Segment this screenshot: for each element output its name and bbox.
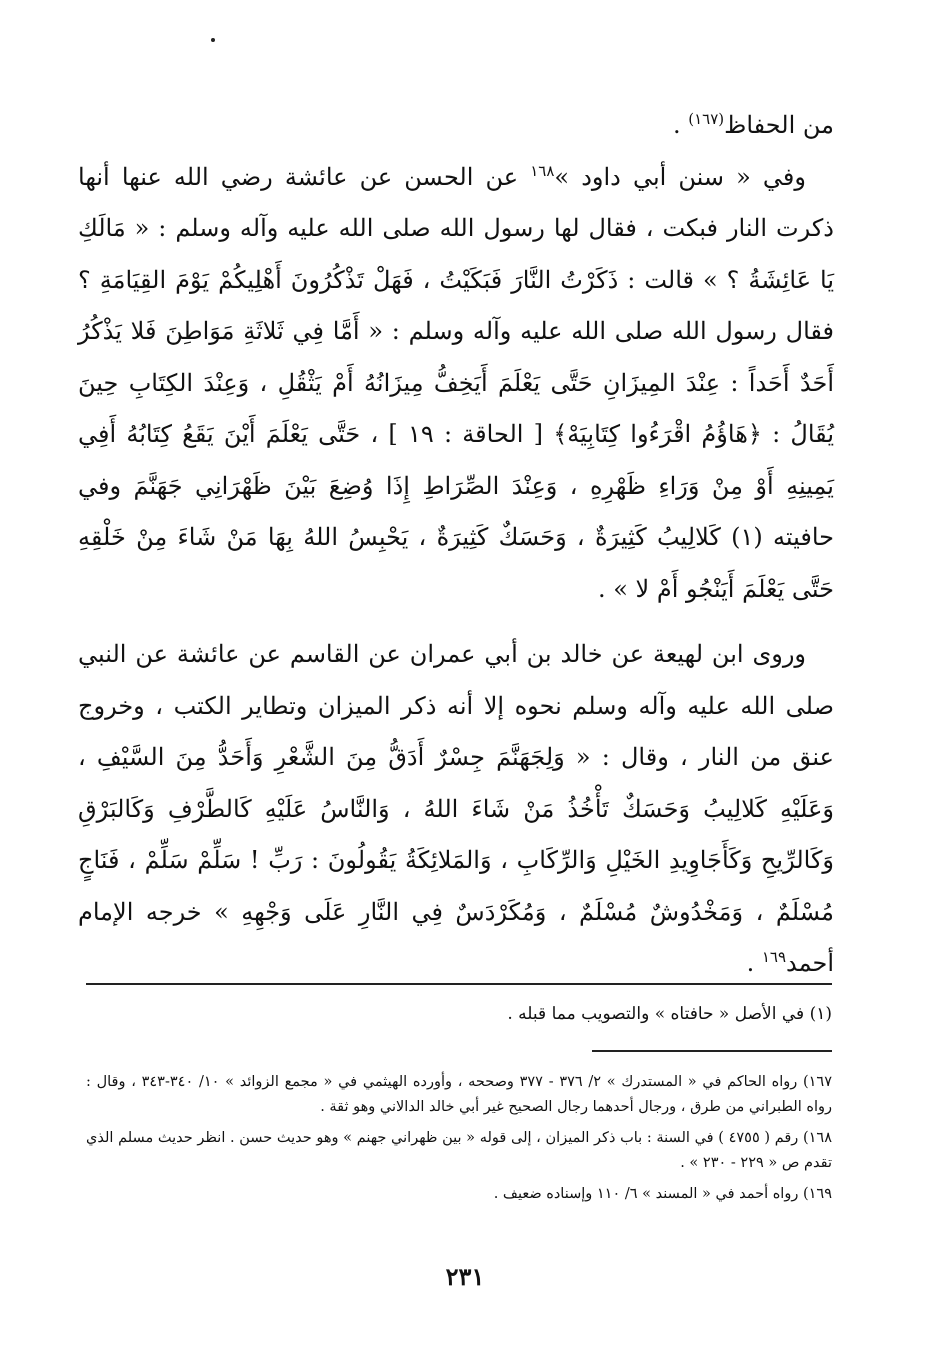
paragraph-3: وروى ابن لهيعة عن خالد بن أبي عمران عن القاسم عن عائشة عن النبي صلى الله عليه وآله وسلم نحوه إلا أنه ذكر الميزان وتطاير الكتب ، وخروج عنق من النار ، وقال : « وَلِجَهَنَّمَ جِسْرٌ أَدَقُّ مِنَ الشَّعْرِ وَأَحَدُّ مِنَ السَّيْفِ ، وَعَلَيْهِ كَلالِيبُ وَحَسَكٌ تَأْخُذُ مَنْ شَاءَ اللهُ ، وَالنَّاسُ عَلَيْهِ كَالطَّرْفِ وَكَالبَرْقِ وَكَالرِّيحِ وَكَأَجَاوِيدِ الخَيْلِ وَالرِّكَابِ ، وَالمَلائِكَةُ يَقُولُونَ : رَبِّ ! سَلِّمْ سَلِّمْ ، فَنَاجٍ مُسْلَمٌ ، وَمَخْدُوشٌ مُسْلَمٌ ، وَمُكَرْدَسٌ فِي النَّارِ عَلَى وَجْهِهِ » خرجه الإمام أحمد$^{١٦٩}$ . [78,640,834,977]
footnote-ref-167: (١٦٧) [688,110,725,128]
footnote-divider [86,983,832,985]
footnote-168: ١٦٨) رقم ( ٤٧٥٥ ) في السنة : باب ذكر الميزان ، إلى قوله « بين ظهراني جهنم » وهو حديث حسن . انظر حديث مسلم الذي تقدم ص « ٢٢٩ - ٢٣٠ » . [86,1130,832,1171]
paragraph-1: من الحفاظ$^{(١٦٧)}$ . [672,110,834,139]
footnote-167: ١٦٧) رواه الحاكم في « المستدرك » ٢/ ٣٧٦ - ٣٧٧ وصححه ، وأورده الهيثمي في « مجمع الزوائد » ١٠/ ٣٤٠-٣٤٣ ، وقال : رواه الطبراني من طرق ، ورجال أحدهما رجال الصحيح غير أبي خالد الدالاني وهو ثقة . [86,1074,832,1115]
footnote-ref-169: ١٦٩ [761,948,787,966]
main-text [78,100,834,990]
ink-speck [211,38,215,42]
footnote-ref-168: ١٦٨ [530,161,555,180]
paragraph-2: وفي « سنن أبي داود »$^{١٦٨}$ عن الحسن عن عائشة رضي الله عنها أنها ذكرت النار فبكت ، فقال لها رسول الله صلى الله عليه وآله وسلم : « مَالَكِ يَا عَائِشَةُ ؟ » قالت : ذَكَرْتُ النَّارَ فَبَكَيْتُ ، فَهَلْ تَذْكُرُونَ أَهْلِيكُمْ يَوْمَ القِيَامَةِ ؟ فقال رسول الله صلى الله عليه وآله وسلم : « أَمَّا فِي ثَلاثَةِ مَوَاطِنَ فَلا يَذْكُرُ أَحَدٌ أَحَداً : عِنْدَ المِيزَانِ حَتَّى يَعْلَمَ أَيَخِفُّ مِيزَانُهُ أَمْ يَثْقُلِ ، وَعِنْدَ الكِتَابِ حِينَ يُقَالُ : ﴿هَاؤُمُ اقْرَءُوا كِتَابِيَهْ﴾ [ الحاقة : ١٩ ] ، حَتَّى يَعْلَمَ أَيْنَ يَقَعُ كِتَابُهُ أَفِي يَمِينِهِ أَوْ مِنْ وَرَاءِ ظَهْرِهِ ، وَعِنْدَ الصِّرَاطِ إِذَا وُضِعَ بَيْنَ ظَهْرَانِي جَهَنَّمَ وفي حافيته (١) كَلالِيبُ كَثِيرَةٌ ، وَحَسَكٌ كَثِيرَةٌ ، يَحْبِسُ اللهُ بِهَا مَنْ شَاءَ مِنْ خَلْقِهِ حَتَّى يَعْلَمَ أَيَنْجُو أَمْ لا » . [78,161,835,603]
footnotes-divider [592,1050,832,1052]
page-number: ٢٣١ [445,1262,485,1291]
footnotes [86,1070,832,1213]
footnote-169: ١٦٩) رواه أحمد في « المسند » ٦/ ١١٠ وإسناده ضعيف . [493,1186,832,1202]
inline-note: (١) في الأصل « حافتاه » والتصويب مما قبله . [507,1004,832,1024]
